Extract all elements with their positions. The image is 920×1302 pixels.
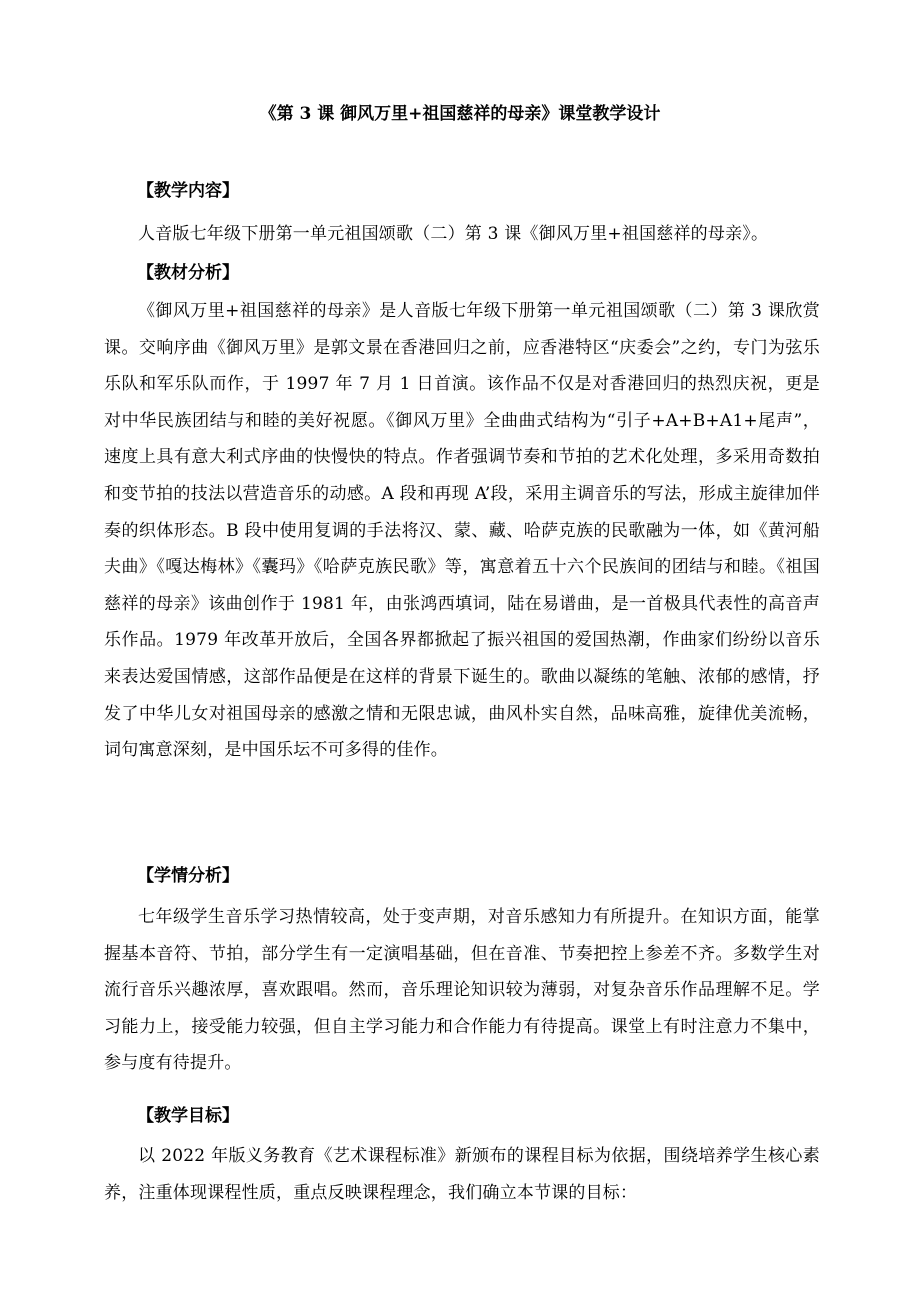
section-heading-teaching-content: 【教学内容】 bbox=[137, 181, 239, 201]
section-heading-student-analysis: 【学情分析】 bbox=[137, 866, 239, 886]
section-paragraph-teaching-objectives: 以 2022 年版义务教育《艺术课程标准》新颁布的课程目标为依据，围绕培养学生核心素养，注重体现课程性质，重点反映课程理念，我们确立本节课的目标： bbox=[104, 1146, 820, 1203]
section-paragraph-student-analysis: 七年级学生音乐学习热情较高，处于变声期，对音乐感知力有所提升。在知识方面，能掌握基本音符、节拍，部分学生有一定演唱基础，但在音准、节奏把控上参差不齐。多数学生对流行音乐兴趣浓厚，喜欢跟唱。然而，音乐理论知识较为薄弱，对复杂音乐作品理解不足。学习能力上，接受能力较强，但自主学习能力和合作能力有待提高。课堂上有时注意力不集中，参与度有待提升。 bbox=[104, 907, 820, 1074]
section-heading-teaching-objectives: 【教学目标】 bbox=[137, 1106, 239, 1126]
section-heading-textbook-analysis: 【教材分析】 bbox=[137, 263, 239, 283]
section-paragraph-teaching-content: 人音版七年级下册第一单元祖国颂歌（二）第 3 课《御风万里+祖国慈祥的母亲》。 bbox=[138, 224, 769, 244]
document-title: 《第 3 课 御风万里+祖国慈祥的母亲》课堂教学设计 bbox=[259, 104, 661, 124]
section-paragraph-textbook-analysis: 《御风万里+祖国慈祥的母亲》是人音版七年级下册第一单元祖国颂歌（二）第 3 课欣赏课。交响序曲《御风万里》是郭文景在香港回归之前，应香港特区“庆委会”之约，专门为弦乐乐队和军乐队而作，于 1997 年 7 月 1 日首演。该作品不仅是对香港回归的热烈庆祝，更是对中华民族团结与和睦的美好祝愿。《御风万里》全曲曲式结构为“引子+A+B+A1+尾声”，速度上具有意大利式序曲的快慢快的特点。作者强调节奏和节拍的艺术化处理，多采用奇数拍和变节拍的技法以营造音乐的动感。A 段和再现 A’段，采用主调音乐的写法，形成主旋律加伴奏的织体形态。B 段中使用复调的手法将汉、蒙、藏、哈萨克族的民歌融为一体，如《黄河船夫曲》《嘎达梅林》《囊玛》《哈萨克族民歌》等，寓意着五十六个民族间的团结与和睦。《祖国慈祥的母亲》该曲创作于 1981 年，由张鸿西填词，陆在易谱曲，是一首极具代表性的高音声乐作品。1979 年改革开放后，全国各界都掀起了振兴祖国的爱国热潮，作曲家们纷纷以音乐来表达爱国情感，这部作品便是在这样的背景下诞生的。歌曲以凝练的笔触、浓郁的感情，抒发了中华儿女对祖国母亲的感激之情和无限忠诚，曲风朴实自然，品味高雅，旋律优美流畅，词句寓意深刻，是中国乐坛不可多得的佳作。 bbox=[104, 301, 820, 761]
